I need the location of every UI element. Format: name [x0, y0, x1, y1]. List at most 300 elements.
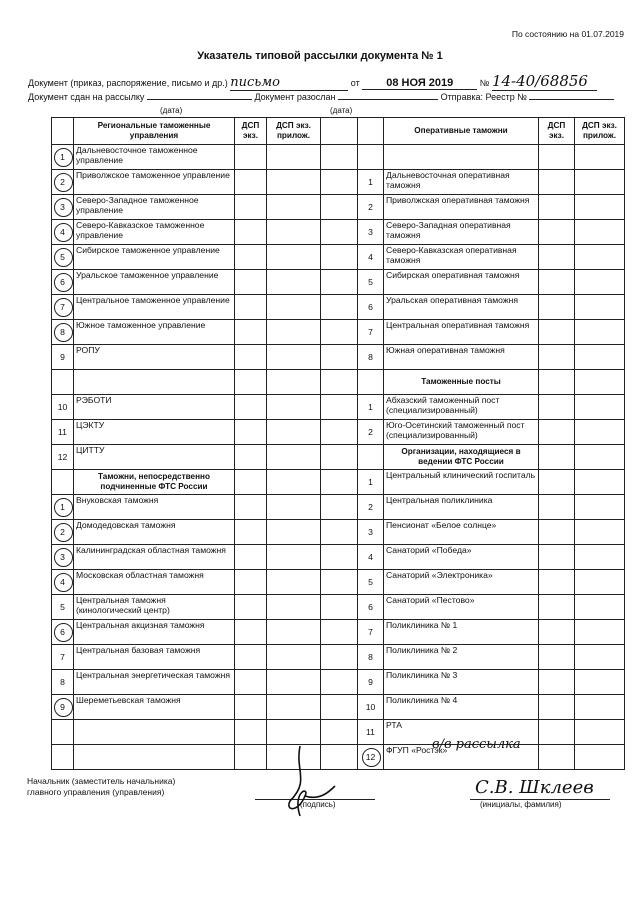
selection-circle	[54, 223, 73, 242]
left-row-number	[52, 620, 74, 645]
table-row	[52, 520, 625, 545]
selection-circle	[54, 698, 73, 717]
left-row-number	[52, 645, 74, 670]
table-row	[52, 545, 625, 570]
table-row	[52, 595, 625, 620]
right-number-text: 8	[368, 352, 373, 362]
header-number-cell	[358, 118, 384, 145]
document-date-stamp: 08 НОЯ 2019	[362, 77, 477, 90]
dsp-copies-cell	[235, 545, 267, 570]
dsp-copies-cell	[235, 620, 267, 645]
header-dsp-appendix: ДСП экз. прилож.	[575, 118, 625, 145]
left-recipient-name: Уральское таможенное управление	[74, 270, 235, 295]
dsp-copies-cell	[539, 145, 575, 170]
right-recipient-name: Поликлиника № 4	[384, 695, 539, 720]
right-number-text: 5	[368, 277, 373, 287]
left-row-number	[52, 195, 74, 220]
date-caption: (дата)	[330, 106, 353, 115]
left-row-number	[52, 245, 74, 270]
dsp-appendix-cell	[575, 745, 625, 770]
dsp-copies-cell	[539, 220, 575, 245]
left-row-number	[52, 695, 74, 720]
spacer-cell	[321, 570, 358, 595]
table-header-row	[52, 118, 625, 145]
spacer-cell	[321, 520, 358, 545]
right-number-text: 4	[368, 552, 373, 562]
document-number-value: 14-40/68856	[492, 72, 597, 91]
spacer-cell	[321, 695, 358, 720]
left-number-text: 3	[60, 202, 65, 212]
dsp-copies-cell	[539, 645, 575, 670]
dsp-appendix-cell	[267, 595, 321, 620]
header-spacer	[321, 118, 358, 145]
selection-circle	[54, 173, 73, 192]
left-row-number	[52, 545, 74, 570]
right-row-number	[358, 620, 384, 645]
right-recipient-name: РТА	[384, 720, 539, 745]
left-recipient-name: Северо-Западное таможенное управление	[74, 195, 235, 220]
spacer-cell	[321, 220, 358, 245]
spacer-cell	[321, 145, 358, 170]
left-recipient-name: Дальневосточное таможенное управление	[74, 145, 235, 170]
left-recipient-name: Центральная базовая таможня	[74, 645, 235, 670]
right-number-text: 11	[366, 727, 375, 737]
dsp-appendix-cell	[267, 345, 321, 370]
dsp-copies-cell	[539, 395, 575, 420]
spacer-cell	[321, 545, 358, 570]
dispatch-date-field	[147, 99, 252, 100]
dsp-copies-cell	[235, 195, 267, 220]
left-recipient-name: ЦИТТУ	[74, 445, 235, 470]
left-row-number	[52, 320, 74, 345]
dsp-copies-cell	[235, 670, 267, 695]
right-row-number	[358, 470, 384, 495]
spacer-cell	[321, 670, 358, 695]
spacer-cell	[321, 370, 358, 395]
right-number-text: 2	[368, 202, 373, 212]
dsp-appendix-cell	[267, 220, 321, 245]
dsp-appendix-cell	[575, 220, 625, 245]
dsp-appendix-cell	[267, 370, 321, 395]
dsp-appendix-cell	[267, 695, 321, 720]
left-number-text: 7	[60, 302, 65, 312]
dsp-copies-cell	[235, 645, 267, 670]
table-row	[52, 420, 625, 445]
left-number-text: 11	[58, 427, 67, 437]
dsp-appendix-cell	[267, 445, 321, 470]
left-number-text: 5	[60, 252, 65, 262]
dsp-copies-cell	[539, 445, 575, 470]
right-number-text: 6	[368, 302, 373, 312]
spacer-cell	[321, 245, 358, 270]
dsp-appendix-cell	[575, 620, 625, 645]
left-row-number	[52, 420, 74, 445]
right-row-number	[358, 195, 384, 220]
right-recipient-name: ФГУП «Ростэк»	[384, 745, 539, 770]
dsp-appendix-cell	[267, 170, 321, 195]
left-recipient-name: Центральная таможня (кинологический центр)	[74, 595, 235, 620]
left-number-text: 1	[60, 152, 65, 162]
dsp-copies-cell	[539, 620, 575, 645]
dsp-copies-cell	[235, 345, 267, 370]
right-number-text: 7	[368, 627, 373, 637]
right-row-number	[358, 295, 384, 320]
signature-scribble	[270, 741, 340, 821]
right-row-number	[358, 745, 384, 770]
table-row	[52, 495, 625, 520]
dsp-copies-cell	[235, 220, 267, 245]
right-recipient-name: Сибирская оперативная таможня	[384, 270, 539, 295]
header-dsp-copies: ДСП экз.	[539, 118, 575, 145]
left-number-text: 10	[57, 402, 68, 412]
spacer-cell	[321, 195, 358, 220]
right-recipient-name: Санаторий «Пестово»	[384, 595, 539, 620]
table-row	[52, 570, 625, 595]
left-row-number	[52, 470, 74, 495]
dsp-copies-cell	[539, 170, 575, 195]
selection-circle	[54, 273, 73, 292]
dsp-copies-cell	[235, 295, 267, 320]
left-recipient-name: Таможни, непосредственно подчиненные ФТС России	[74, 470, 235, 495]
table-row	[52, 395, 625, 420]
dsp-appendix-cell	[267, 145, 321, 170]
dsp-copies-cell	[539, 520, 575, 545]
dsp-appendix-cell	[267, 520, 321, 545]
dsp-appendix-cell	[267, 395, 321, 420]
right-number-text: 2	[368, 502, 373, 512]
right-recipient-name	[384, 145, 539, 170]
dsp-appendix-cell	[575, 520, 625, 545]
table-row	[52, 295, 625, 320]
dsp-copies-cell	[235, 595, 267, 620]
name-handwritten: С.В. Шклеев	[475, 777, 594, 798]
dsp-copies-cell	[235, 745, 267, 770]
selection-circle	[362, 748, 381, 767]
dsp-copies-cell	[539, 695, 575, 720]
table-row	[52, 170, 625, 195]
dsp-appendix-cell	[575, 545, 625, 570]
selection-circle	[54, 523, 73, 542]
dsp-appendix-cell	[575, 170, 625, 195]
right-recipient-name: Пенсионат «Белое солнце»	[384, 520, 539, 545]
spacer-cell	[321, 470, 358, 495]
spacer-cell	[321, 270, 358, 295]
dsp-appendix-cell	[575, 270, 625, 295]
dsp-appendix-cell	[575, 470, 625, 495]
left-number-text: 6	[60, 627, 65, 637]
dsp-appendix-cell	[575, 495, 625, 520]
spacer-cell	[321, 320, 358, 345]
dsp-copies-cell	[235, 170, 267, 195]
right-recipient-name: Центральный клинический госпиталь	[384, 470, 539, 495]
left-row-number	[52, 720, 74, 745]
dsp-copies-cell	[539, 195, 575, 220]
left-recipient-name: Центральная акцизная таможня	[74, 620, 235, 645]
dsp-appendix-cell	[575, 295, 625, 320]
left-number-text: 8	[60, 327, 65, 337]
selection-circle	[54, 148, 73, 167]
header-operative-name: Оперативные таможни	[384, 118, 539, 145]
right-row-number	[358, 595, 384, 620]
dsp-appendix-cell	[575, 720, 625, 745]
sent-label: Отправка: Реестр №	[440, 92, 527, 102]
dsp-copies-cell	[539, 370, 575, 395]
left-number-text: 9	[60, 352, 65, 362]
dsp-appendix-cell	[267, 295, 321, 320]
table-row	[52, 645, 625, 670]
dsp-appendix-cell	[575, 320, 625, 345]
table-row	[52, 145, 625, 170]
right-recipient-name: Таможенные посты	[384, 370, 539, 395]
dsp-appendix-cell	[267, 645, 321, 670]
spacer-cell	[321, 420, 358, 445]
dsp-appendix-cell	[575, 670, 625, 695]
table-row	[52, 195, 625, 220]
right-recipient-name: Поликлиника № 3	[384, 670, 539, 695]
right-row-number	[358, 220, 384, 245]
spacer-cell	[321, 295, 358, 320]
right-row-number	[358, 320, 384, 345]
selection-circle	[54, 573, 73, 592]
header-regional-name: Региональные таможенные управления	[74, 118, 235, 145]
dsp-copies-cell	[235, 420, 267, 445]
dsp-appendix-cell	[575, 345, 625, 370]
dsp-copies-cell	[539, 670, 575, 695]
right-recipient-name: Южная оперативная таможня	[384, 345, 539, 370]
left-recipient-name: Приволжское таможенное управление	[74, 170, 235, 195]
left-recipient-name: Калининградская областная таможня	[74, 545, 235, 570]
table-row	[52, 270, 625, 295]
dsp-copies-cell	[539, 570, 575, 595]
spacer-cell	[321, 395, 358, 420]
dsp-copies-cell	[539, 595, 575, 620]
handwritten-note: в/в рассылка	[432, 737, 521, 752]
right-number-text: 1	[368, 177, 373, 187]
spacer-cell	[321, 595, 358, 620]
dsp-appendix-cell	[267, 245, 321, 270]
left-recipient-name: Центральное таможенное управление	[74, 295, 235, 320]
distributed-date-field	[338, 99, 438, 100]
dsp-appendix-cell	[575, 570, 625, 595]
dsp-appendix-cell	[267, 420, 321, 445]
status-date: По состоянию на 01.07.2019	[511, 29, 624, 39]
dispatch-meta-line	[28, 92, 614, 102]
right-number-text: 8	[368, 652, 373, 662]
dsp-copies-cell	[539, 320, 575, 345]
right-row-number	[358, 345, 384, 370]
table-row	[52, 245, 625, 270]
left-number-text: 2	[60, 177, 65, 187]
right-row-number	[358, 245, 384, 270]
dsp-copies-cell	[235, 495, 267, 520]
left-recipient-name: Южное таможенное управление	[74, 320, 235, 345]
right-row-number	[358, 645, 384, 670]
dsp-copies-cell	[235, 245, 267, 270]
dsp-appendix-cell	[575, 145, 625, 170]
dsp-copies-cell	[235, 320, 267, 345]
header-dsp-copies: ДСП экз.	[235, 118, 267, 145]
dsp-appendix-cell	[575, 245, 625, 270]
left-row-number	[52, 395, 74, 420]
table-row	[52, 370, 625, 395]
right-number-text: 6	[368, 602, 373, 612]
right-row-number	[358, 270, 384, 295]
left-row-number	[52, 670, 74, 695]
registry-number-field	[529, 99, 614, 100]
spacer-cell	[321, 620, 358, 645]
left-row-number	[52, 270, 74, 295]
dsp-copies-cell	[235, 470, 267, 495]
right-number-text: 7	[368, 327, 373, 337]
dsp-copies-cell	[235, 395, 267, 420]
right-recipient-name: Поликлиника № 1	[384, 620, 539, 645]
right-recipient-name: Северо-Кавказская оперативная таможня	[384, 245, 539, 270]
dsp-appendix-cell	[575, 695, 625, 720]
distributed-label: Документ разослан	[254, 92, 336, 102]
dsp-copies-cell	[539, 420, 575, 445]
right-recipient-name: Абхазский таможенный пост (специализированный)	[384, 395, 539, 420]
dsp-appendix-cell	[267, 195, 321, 220]
left-recipient-name: Шереметьевская таможня	[74, 695, 235, 720]
right-row-number	[358, 570, 384, 595]
left-number-text: 12	[57, 452, 68, 462]
left-recipient-name: Сибирское таможенное управление	[74, 245, 235, 270]
left-row-number	[52, 145, 74, 170]
selection-circle	[54, 298, 73, 317]
right-row-number	[358, 445, 384, 470]
right-row-number	[358, 370, 384, 395]
dsp-copies-cell	[235, 520, 267, 545]
left-row-number	[52, 745, 74, 770]
left-number-text: 4	[60, 577, 65, 587]
dsp-appendix-cell	[267, 620, 321, 645]
left-recipient-name: РЭБОТИ	[74, 395, 235, 420]
selection-circle	[54, 498, 73, 517]
selection-circle	[54, 623, 73, 642]
left-number-text: 5	[60, 602, 65, 612]
signature-caption: (подпись)	[300, 800, 336, 809]
left-recipient-name: Домодедовская таможня	[74, 520, 235, 545]
right-recipient-name: Центральная оперативная таможня	[384, 320, 539, 345]
dsp-appendix-cell	[267, 270, 321, 295]
dsp-copies-cell	[235, 570, 267, 595]
left-number-text: 8	[60, 677, 65, 687]
left-number-text: 3	[60, 552, 65, 562]
right-recipient-name: Приволжская оперативная таможня	[384, 195, 539, 220]
left-number-text: 9	[60, 702, 65, 712]
dsp-copies-cell	[235, 270, 267, 295]
number-label: №	[479, 78, 490, 88]
dsp-appendix-cell	[267, 570, 321, 595]
dsp-copies-cell	[235, 370, 267, 395]
right-row-number	[358, 695, 384, 720]
right-row-number	[358, 670, 384, 695]
name-caption: (инициалы, фамилия)	[480, 800, 562, 809]
dsp-appendix-cell	[267, 495, 321, 520]
dsp-copies-cell	[539, 345, 575, 370]
spacer-cell	[321, 345, 358, 370]
right-row-number	[358, 145, 384, 170]
right-number-text: 3	[368, 527, 373, 537]
right-number-text: 1	[368, 402, 373, 412]
left-recipient-name: Центральная энергетическая таможня	[74, 670, 235, 695]
left-recipient-name	[74, 720, 235, 745]
page-title: Указатель типовой рассылки документа № 1	[197, 50, 443, 62]
dsp-copies-cell	[539, 495, 575, 520]
right-recipient-name: Уральская оперативная таможня	[384, 295, 539, 320]
selection-circle	[54, 198, 73, 217]
left-recipient-name: Московская областная таможня	[74, 570, 235, 595]
left-row-number	[52, 345, 74, 370]
left-number-text: 7	[60, 652, 65, 662]
left-row-number	[52, 495, 74, 520]
left-row-number	[52, 595, 74, 620]
document-type-value: письмо	[230, 75, 348, 91]
from-label: от	[350, 78, 360, 88]
table-row	[52, 470, 625, 495]
right-number-text: 5	[368, 577, 373, 587]
signer-title: Начальник (заместитель начальника) главного управления (управления)	[27, 776, 176, 797]
right-number-text: 4	[368, 252, 373, 262]
dsp-copies-cell	[539, 295, 575, 320]
table-row	[52, 345, 625, 370]
dispatch-label: Документ сдан на рассылку	[28, 92, 145, 102]
right-recipient-name: Северо-Западная оперативная таможня	[384, 220, 539, 245]
left-recipient-name: ЦЭКТУ	[74, 420, 235, 445]
document-meta-line	[28, 72, 597, 91]
right-row-number	[358, 545, 384, 570]
right-number-text: 3	[368, 227, 373, 237]
right-number-text: 12	[365, 752, 376, 762]
dsp-appendix-cell	[575, 595, 625, 620]
date-caption: (дата)	[160, 106, 183, 115]
right-number-text: 10	[365, 702, 376, 712]
right-row-number	[358, 170, 384, 195]
dsp-copies-cell	[539, 545, 575, 570]
right-row-number	[358, 395, 384, 420]
dsp-copies-cell	[539, 745, 575, 770]
dsp-appendix-cell	[575, 395, 625, 420]
right-number-text: 1	[368, 477, 373, 487]
dsp-copies-cell	[235, 695, 267, 720]
right-row-number	[358, 420, 384, 445]
dsp-copies-cell	[539, 270, 575, 295]
left-recipient-name: РОПУ	[74, 345, 235, 370]
dsp-copies-cell	[539, 245, 575, 270]
right-number-text: 2	[368, 427, 373, 437]
selection-circle	[54, 248, 73, 267]
left-recipient-name	[74, 370, 235, 395]
right-recipient-name: Санаторий «Победа»	[384, 545, 539, 570]
dsp-copies-cell	[235, 445, 267, 470]
dsp-appendix-cell	[267, 545, 321, 570]
dsp-copies-cell	[539, 720, 575, 745]
header-dsp-appendix: ДСП экз. прилож.	[267, 118, 321, 145]
dsp-copies-cell	[235, 720, 267, 745]
spacer-cell	[321, 495, 358, 520]
right-row-number	[358, 495, 384, 520]
selection-circle	[54, 323, 73, 342]
left-row-number	[52, 220, 74, 245]
right-recipient-name: Дальневосточная оперативная таможня	[384, 170, 539, 195]
dsp-appendix-cell	[267, 670, 321, 695]
left-row-number	[52, 295, 74, 320]
right-recipient-name: Юго-Осетинский таможенный пост (специализированный)	[384, 420, 539, 445]
right-recipient-name: Организации, находящиеся в ведении ФТС России	[384, 445, 539, 470]
left-recipient-name	[74, 745, 235, 770]
dsp-appendix-cell	[575, 645, 625, 670]
left-number-text: 4	[60, 227, 65, 237]
